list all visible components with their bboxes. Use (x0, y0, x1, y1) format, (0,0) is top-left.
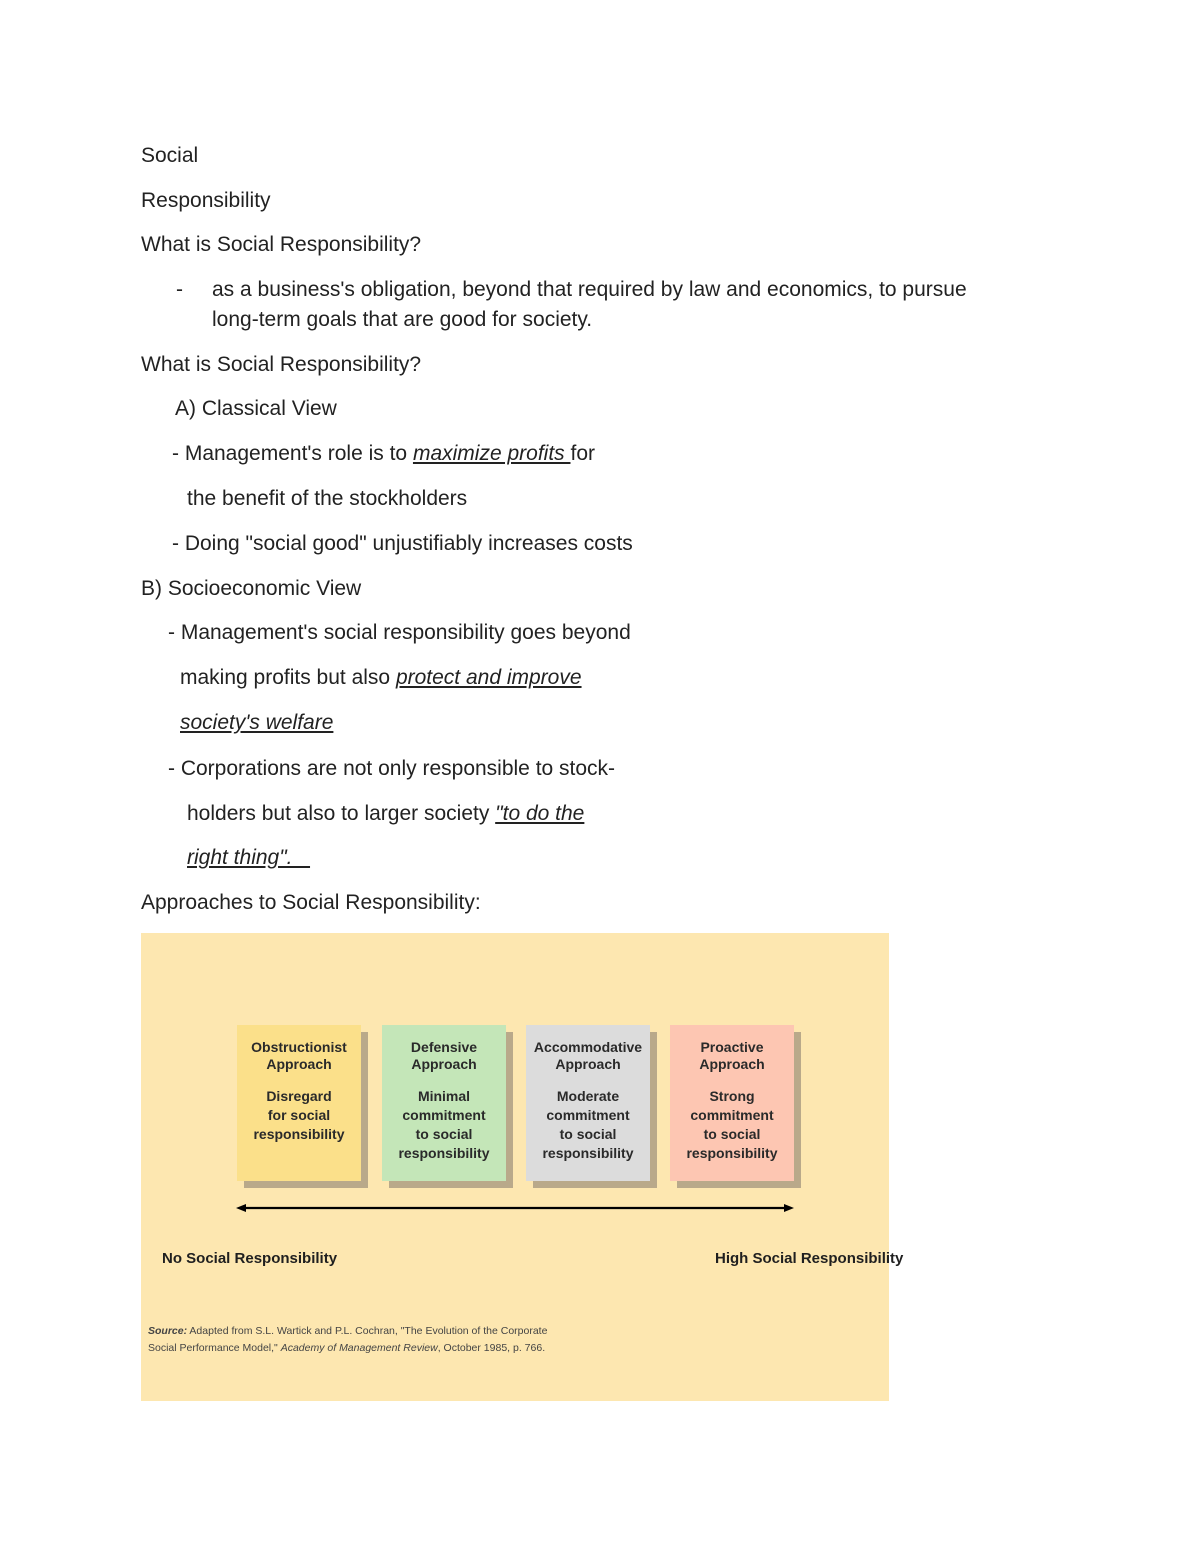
socioeconomic-bullet-1-text: making profits but also (180, 666, 396, 689)
box-subtitle: Approach (555, 1056, 621, 1072)
box-title: Defensive (410, 1039, 478, 1055)
proactive-box (670, 1025, 794, 1181)
source-label: Source: (148, 1325, 188, 1337)
socioeconomic-bullet-1-continued-2 (180, 710, 333, 736)
obstructionist-box (237, 1025, 361, 1181)
definition-line-1: as a business's obligation, beyond that required by law and economics, to pursue (212, 278, 967, 301)
no-social-responsibility-label: No Social Responsibility (162, 1250, 338, 1267)
box-desc-line: Disregard (266, 1088, 332, 1104)
classical-bullet-1-text: - Management's role is to (172, 442, 413, 465)
box-desc-line: Strong (709, 1088, 755, 1104)
source-text-1: Adapted from S.L. Wartick and P.L. Cochran, "The Evolution of the Corporate (187, 1325, 548, 1337)
accommodative-box (526, 1025, 650, 1181)
box-subtitle: Approach (411, 1056, 477, 1072)
high-social-responsibility-label: High Social Responsibility (715, 1250, 904, 1267)
classical-bullet-2: - Doing "social good" unjustifiably increases costs (172, 532, 633, 555)
box-desc-line: to social (559, 1126, 617, 1142)
box-desc-line: responsibility (686, 1145, 778, 1161)
arrow-head-left (236, 1204, 246, 1212)
source-text-2a: Social Performance Model," (148, 1342, 281, 1354)
box-desc-line: responsibility (253, 1126, 345, 1142)
box-desc-line: Minimal (417, 1088, 471, 1104)
double-arrow (236, 1200, 796, 1216)
box-desc-line: responsibility (542, 1145, 634, 1161)
classical-bullet-1-tail: for (570, 442, 595, 465)
question-heading-2: What is Social Responsibility? (141, 353, 422, 376)
socioeconomic-bullet-1-continued (180, 665, 582, 691)
classical-view-heading: A) Classical View (175, 397, 337, 420)
emphasis-right-thing: right thing". (187, 846, 311, 869)
box-title: Obstructionist (251, 1039, 347, 1055)
bullet-dash: - (176, 278, 183, 301)
emphasis-maximize-profits: maximize profits (412, 442, 571, 465)
socioeconomic-bullet-2-continued-2 (187, 845, 310, 871)
socioeconomic-bullet-2-text: holders but also to larger society (187, 802, 496, 825)
arrow-head-right (784, 1204, 794, 1212)
title-line-2: Responsibility (141, 189, 271, 212)
box-desc-line: commitment (546, 1107, 630, 1123)
box-subtitle: Approach (699, 1056, 765, 1072)
socioeconomic-bullet-1: - Management's social responsibility goes beyond (168, 621, 631, 644)
source-journal: Academy of Management Review (280, 1342, 438, 1354)
socioeconomic-bullet-2: - Corporations are not only responsible to stock- (168, 757, 616, 780)
box-title: Proactive (700, 1039, 764, 1055)
box-desc-line: Moderate (556, 1088, 620, 1104)
source-citation (148, 1323, 547, 1357)
box-desc-line: to social (703, 1126, 761, 1142)
approaches-figure (141, 933, 904, 1401)
source-text-2c: , October 1985, p. 766. (437, 1342, 546, 1354)
box-title: Accommodative (533, 1039, 643, 1055)
question-heading-1: What is Social Responsibility? (141, 233, 422, 256)
box-desc-line: commitment (402, 1107, 486, 1123)
box-subtitle: Approach (266, 1056, 332, 1072)
box-desc-line: to social (415, 1126, 473, 1142)
box-desc-line: responsibility (398, 1145, 490, 1161)
approaches-heading: Approaches to Social Responsibility: (141, 891, 481, 914)
emphasis-to-do-the: "to do the (495, 802, 585, 825)
socioeconomic-view-heading: B) Socioeconomic View (141, 577, 362, 600)
classical-bullet-1 (172, 441, 595, 467)
defensive-box (382, 1025, 506, 1181)
socioeconomic-bullet-2-continued (187, 801, 584, 827)
title-line-1: Social (141, 144, 199, 167)
box-desc-line: for social (267, 1107, 331, 1123)
classical-bullet-1-continued: the benefit of the stockholders (187, 487, 468, 510)
box-desc-line: commitment (690, 1107, 774, 1123)
emphasis-protect-improve: protect and improve (395, 666, 582, 689)
definition-line-2: long-term goals that are good for society. (212, 308, 593, 331)
emphasis-society-welfare: society's welfare (180, 711, 334, 734)
